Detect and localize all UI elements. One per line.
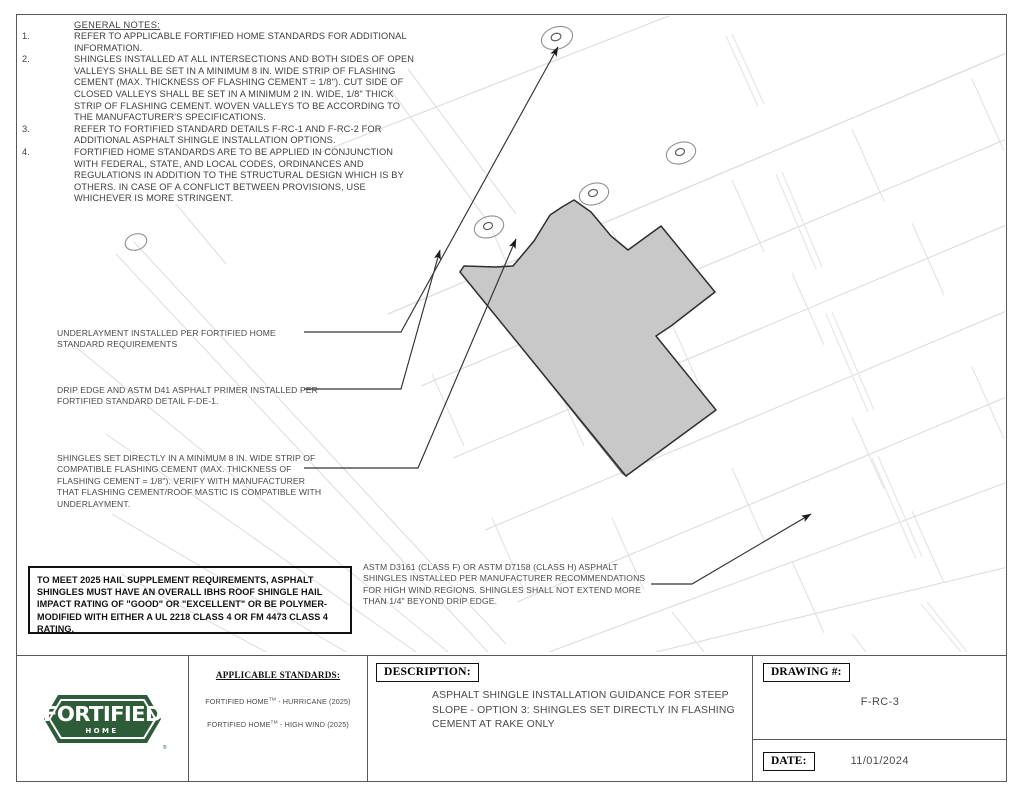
note-text: REFER TO FORTIFIED STANDARD DETAILS F-RC-1 AND F-RC-2 FOR ADDITIONAL ASPHALT SHINGLE INSTALLATION OPTIONS.	[74, 123, 382, 146]
callout-astm-shingles-label: ASTM D3161 (CLASS F) OR ASTM D7158 (CLASS H) ASPHALT SHINGLES INSTALLED PER MANUFACTURER RECOMMENDATIONS FOR HIGH WIND REGIONS. SHINGLES SHALL NOT EXTEND MORE THAN 1/4" BEYOND DRIP EDGE.	[363, 562, 646, 607]
description-text: ASPHALT SHINGLE INSTALLATION GUIDANCE FOR STEEP SLOPE - OPTION 3: SHINGLES SET DIRECTLY IN FLASHING CEMENT AT RAKE ONLY	[432, 690, 735, 730]
date-value: 11/01/2024	[850, 755, 909, 767]
standard-name: FORTIFIED HOME	[205, 697, 269, 706]
standard-rest: - HIGH WIND (2025)	[277, 720, 349, 729]
applicable-standards-heading: APPLICABLE STANDARDS:	[215, 670, 341, 680]
drawing-number-section	[753, 656, 1007, 740]
callout-underlayment-label: UNDERLAYMENT INSTALLED PER FORTIFIED HOME STANDARD REQUIREMENTS	[57, 328, 276, 350]
general-note-item	[18, 124, 418, 147]
standard-line	[189, 697, 367, 706]
hail-supplement-note-box	[28, 566, 352, 634]
title-block-logo-cell	[16, 656, 189, 782]
general-notes-block	[18, 20, 418, 205]
logo-wordmark: FORTIFIED	[42, 702, 162, 726]
note-number: 2.	[22, 54, 30, 65]
title-block	[16, 655, 1007, 782]
description-label: DESCRIPTION:	[376, 663, 479, 682]
note-text: FORTIFIED HOME STANDARDS ARE TO BE APPLIED IN CONJUNCTION WITH FEDERAL, STATE, AND LOCAL CODES, ORDINANCES AND REGULATIONS IN ADDITION TO THE STRUCTURAL DESIGN WHICH IS BY OTHERS. IN CASE OF A CONFLICT BETWEEN PROVISIONS, USE WHICHEVER IS MORE STRINGENT.	[74, 146, 404, 204]
logo-subtext: HOME	[85, 727, 119, 735]
standard-name: FORTIFIED HOME	[207, 720, 271, 729]
general-note-item	[18, 31, 418, 54]
general-note-item	[18, 54, 418, 124]
general-notes-title: GENERAL NOTES:	[74, 20, 161, 30]
title-block-drawing-cell	[753, 656, 1007, 782]
general-note-item	[18, 147, 418, 205]
note-number: 1.	[22, 31, 30, 41]
callout-drip-edge-label: DRIP EDGE AND ASTM D41 ASPHALT PRIMER INSTALLED PER FORTIFIED STANDARD DETAIL F-DE-1.	[57, 385, 318, 407]
note-number: 4.	[22, 146, 30, 157]
logo-registered-mark: ®	[162, 745, 167, 751]
drawing-number-value: F-RC-3	[860, 696, 900, 708]
callout-shingles-set-label: SHINGLES SET DIRECTLY IN A MINIMUM 8 IN. WIDE STRIP OF COMPATIBLE FLASHING CEMENT (MAX. THICKNESS OF FLASHING CEMENT = 1/8"). VERIFY WITH MANUFACTURER THAT FLASHING CEMENT/ROOF MASTIC IS COMPATIBLE WITH UNDERLAYMENT.	[57, 453, 322, 509]
hail-supplement-text: TO MEET 2025 HAIL SUPPLEMENT REQUIREMENTS, ASPHALT SHINGLES MUST HAVE AN OVERALL IBHS ROOF SHINGLE HAIL IMPACT RATING OF "GOOD" OR "EXCELLENT" OR BE POLYMER-MODIFIED WITH EITHER A UL 2218 CLASS 4 OR FM 4473 CLASS 4 RATING.	[37, 575, 329, 634]
trademark-mark: TM	[270, 720, 278, 726]
title-block-description-cell	[368, 656, 753, 782]
note-text: REFER TO APPLICABLE FORTIFIED HOME STANDARDS FOR ADDITIONAL INFORMATION.	[74, 31, 407, 53]
title-block-standards-cell	[189, 656, 368, 782]
standard-rest: - HURRICANE (2025)	[275, 697, 351, 706]
note-number: 3.	[22, 123, 30, 134]
trademark-mark: TM	[268, 697, 276, 703]
standard-line	[189, 720, 367, 729]
note-text: SHINGLES INSTALLED AT ALL INTERSECTIONS AND BOTH SIDES OF OPEN VALLEYS SHALL BE SET IN A MINIMUM 8 IN. WIDE STRIP OF FLASHING CEMENT (MAX. THICKNESS OF FLASHING CEMENT = 1/8"). CUT SIDE OF CLOSED VALLEYS SHALL BE SET IN A MINIMUM 2 IN. WIDE, 1/8" THICK STRIP OF FLASHING CEMENT. WOVEN VALLEYS TO BE ACCORDING TO THE MANUFACTURER'S SPECIFICATIONS.	[74, 54, 415, 123]
drawing-date-section	[753, 740, 1007, 782]
date-label: DATE:	[763, 752, 815, 771]
fortified-home-logo	[40, 688, 165, 750]
drawing-label-wrap	[753, 656, 1007, 682]
drawing-number-label: DRAWING #:	[763, 663, 850, 682]
description-label-wrap	[368, 656, 752, 682]
